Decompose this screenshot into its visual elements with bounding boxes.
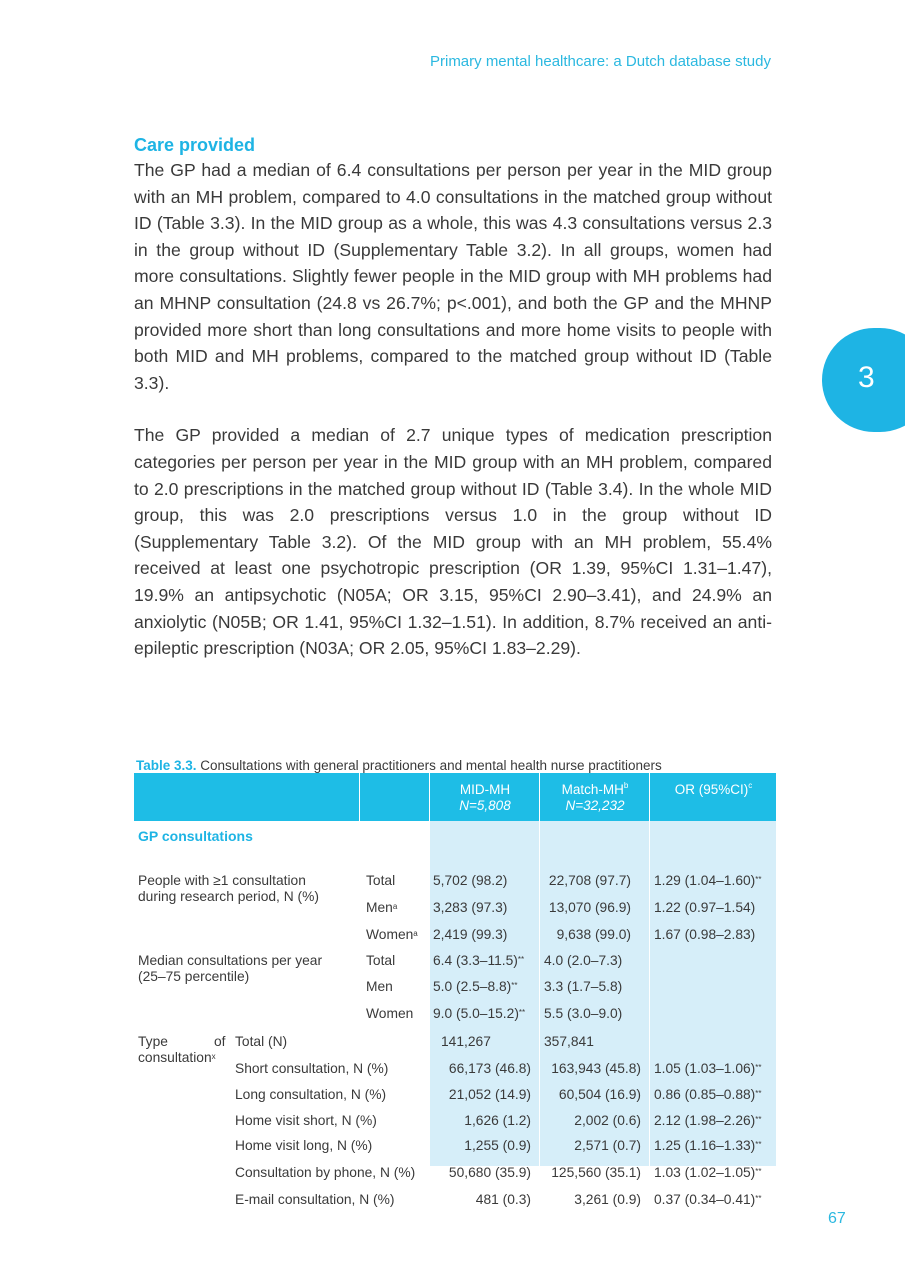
row-label: Consultation by phone, N (%) <box>235 1165 416 1180</box>
or-cell: 2.12 (1.98–2.26)** <box>654 1113 762 1128</box>
mid-cell: 6.4 (3.3–11.5)** <box>433 953 525 968</box>
table-caption-label: Table 3.3. <box>136 758 197 773</box>
row-label: Men <box>366 979 393 994</box>
body-text <box>134 134 772 662</box>
row-group-label: consultation$^x$ <box>138 1050 216 1065</box>
mid-cell: 141,267 <box>441 1034 491 1049</box>
match-cell: 2,002 (0.6) <box>574 1113 641 1128</box>
table-header <box>134 773 776 821</box>
row-label: Women$^a$ <box>366 927 418 942</box>
consultations-table <box>134 773 776 1207</box>
mid-cell: 481 (0.3) <box>475 1192 531 1207</box>
section-heading: Care provided <box>134 135 256 155</box>
mid-cell: 9.0 (5.0–15.2)** <box>433 1006 526 1021</box>
row-label: Short consultation, N (%) <box>235 1061 389 1076</box>
row-group-label: (25–75 percentile) <box>138 969 250 984</box>
mid-cell: 5.0 (2.5–8.8)** <box>433 979 518 994</box>
row-label: Total <box>366 953 396 968</box>
match-cell: 9,638 (99.0) <box>556 927 631 942</box>
or-cell: 1.25 (1.16–1.33)** <box>654 1138 762 1153</box>
row-group-label: of <box>214 1034 226 1049</box>
row-group-label: Median consultations per year <box>138 953 323 968</box>
mid-cell: 66,173 (46.8) <box>448 1061 531 1076</box>
row-label: Men$^a$ <box>366 900 398 915</box>
chapter-tab <box>822 328 905 432</box>
or-cell: 1.05 (1.03–1.06)** <box>654 1061 762 1076</box>
row-label: Home visit short, N (%) <box>235 1113 377 1128</box>
mid-cell: 21,052 (14.9) <box>448 1087 531 1102</box>
match-cell: 3.3 (1.7–5.8) <box>544 979 623 994</box>
running-header: Primary mental healthcare: a Dutch database study <box>429 53 771 70</box>
or-cell: 1.03 (1.02–1.05)** <box>654 1165 762 1180</box>
paragraph: The GP had a median of 6.4 consultations per person per year in the MID group with an MH problem, compared to 4.0 consultations in the matched group without ID (Table 3.3). In the MID group as a whole, this was 4.3 consultations versus 2.3 in the group without ID (Supplementary Table 3.2). In all groups, women had more consultations. Slightly fewer people in the MID group with MH problems had an MHNP consultation (24.8 vs 26.7%; p<.001), and both the GP and the MHNP provided more short than long consultations and more home visits to people with both MID and MH problems, compared to the matched group without ID (Table 3.3). <box>134 160 772 393</box>
or-cell: 0.86 (0.85–0.88)** <box>654 1087 762 1102</box>
match-cell: 22,708 (97.7) <box>548 873 631 888</box>
match-cell: 5.5 (3.0–9.0) <box>544 1006 623 1021</box>
row-label: Total <box>366 873 396 888</box>
mid-cell: 1,255 (0.9) <box>464 1138 531 1153</box>
or-cell: 0.37 (0.34–0.41)** <box>654 1192 762 1207</box>
table-caption <box>136 758 662 773</box>
match-cell: 163,943 (45.8) <box>551 1061 641 1076</box>
match-cell: 3,261 (0.9) <box>574 1192 641 1207</box>
paragraph: The GP provided a median of 2.7 unique types of medication prescription categories per person per year in the MID group with an MH problem, compared to 2.0 prescriptions in the matched group without ID (Table 3.4). In the whole MID group, this was 2.0 prescriptions versus 1.0 in the group without ID (Supplementary Table 3.2). Of the MID group with an MH problem, 55.4% received at least one psychotropic prescription (OR 1.39, 95%CI 1.31–1.47), 19.9% an antipsychotic (N05A; OR 3.15, 95%CI 2.90–3.41), and 24.9% an anxiolytic (N05B; OR 1.41, 95%CI 1.32–1.51). In addition, 8.7% received an anti-epileptic prescription (N03A; OR 2.05, 95%CI 1.83–2.29). <box>134 425 772 659</box>
row-group-label: Type <box>138 1034 168 1049</box>
match-cell: 4.0 (2.0–7.3) <box>544 953 623 968</box>
header-or-label: OR $(95\%CI)^c$ <box>674 781 753 797</box>
match-cell: 125,560 (35.1) <box>551 1165 641 1180</box>
or-cell: 1.67 (0.98–2.83) <box>654 927 756 942</box>
row-label: Long consultation, N (%) <box>235 1087 387 1102</box>
header-mid-label: MID-MH <box>459 782 511 797</box>
page-number: 67 <box>828 1210 846 1227</box>
row-label: Women <box>366 1006 414 1021</box>
header-match-label: Match-$MH^b$ <box>561 781 629 797</box>
header-match-mh <box>539 773 650 821</box>
row-label: Total (N) <box>235 1034 288 1049</box>
table-caption-text: Consultations with general practitioners and mental health nurse practitioners <box>196 758 662 773</box>
mid-cell: 3,283 (97.3) <box>433 900 508 915</box>
header-empty-cell <box>359 773 430 821</box>
row-group-label: People with ≥1 consultation <box>138 873 306 888</box>
gp-consultations-heading: GP consultations <box>138 828 253 844</box>
match-cell: 60,504 (16.9) <box>558 1087 641 1102</box>
mid-cell: 2,419 (99.3) <box>433 927 508 942</box>
or-cell: 1.29 (1.04–1.60)** <box>654 873 762 888</box>
match-cell: 13,070 (96.9) <box>548 900 631 915</box>
chapter-number: 3 <box>858 361 875 394</box>
header-mid-mh <box>429 773 540 821</box>
row-label: Home visit long, N (%) <box>235 1138 373 1153</box>
match-cell: 357,841 <box>544 1034 594 1049</box>
header-mid-n: N=5,808 <box>459 798 511 813</box>
or-cell: 1.22 (0.97–1.54) <box>654 900 756 915</box>
mid-cell: 5,702 (98.2) <box>433 873 508 888</box>
header-or <box>649 773 777 821</box>
mid-cell: 1,626 (1.2) <box>464 1113 531 1128</box>
mid-cell: 50,680 (35.9) <box>448 1165 531 1180</box>
match-cell: 2,571 (0.7) <box>574 1138 641 1153</box>
header-match-n: N=32,232 <box>565 798 625 813</box>
table-body <box>134 821 776 1207</box>
row-label: E-mail consultation, N (%) <box>235 1192 395 1207</box>
row-group-label: during research period, N (%) <box>138 889 319 904</box>
